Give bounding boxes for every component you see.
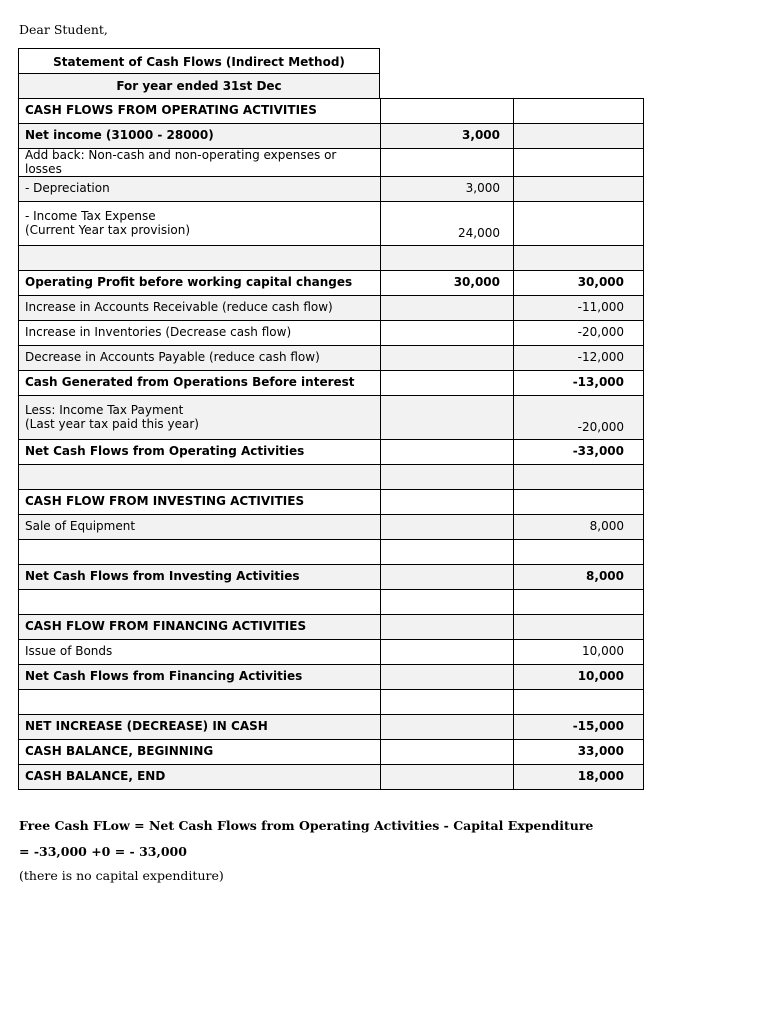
- row-total: [514, 124, 644, 149]
- row-total: [514, 540, 644, 565]
- row-total: [514, 615, 644, 640]
- row-label: [19, 590, 381, 615]
- row-amount: [381, 246, 514, 271]
- table-row: [19, 515, 644, 540]
- row-amount: [381, 715, 514, 740]
- row-amount: [381, 565, 514, 590]
- row-amount: 30,000: [381, 271, 514, 296]
- table-row: [19, 540, 644, 565]
- fcf-formula: Free Cash FLow = Net Cash Flows from Operating Activities - Capital Expenditure: [19, 818, 594, 833]
- table-row: [19, 99, 644, 124]
- row-amount: [381, 690, 514, 715]
- row-label: Operating Profit before working capital changes: [19, 271, 381, 296]
- row-label: CASH BALANCE, END: [19, 765, 381, 790]
- fcf-remark: (there is no capital expenditure): [19, 868, 224, 883]
- row-total: [514, 590, 644, 615]
- table-row: [19, 490, 644, 515]
- row-amount: [381, 321, 514, 346]
- row-total: [514, 490, 644, 515]
- table-row: [19, 371, 644, 396]
- table-row: [19, 665, 644, 690]
- row-total: -33,000: [514, 440, 644, 465]
- row-label: - Income Tax Expense (Current Year tax provision): [19, 202, 381, 246]
- cash-flow-table: [18, 98, 644, 790]
- row-total: [514, 690, 644, 715]
- row-label: CASH BALANCE, BEGINNING: [19, 740, 381, 765]
- row-amount: [381, 149, 514, 177]
- table-row: [19, 640, 644, 665]
- row-total: 8,000: [514, 565, 644, 590]
- row-total: -20,000: [514, 396, 644, 440]
- greeting: Dear Student,: [19, 22, 108, 37]
- statement-title: Statement of Cash Flows (Indirect Method): [18, 48, 380, 74]
- table-row: [19, 296, 644, 321]
- row-amount: 24,000: [381, 202, 514, 246]
- row-amount: [381, 99, 514, 124]
- table-row: [19, 124, 644, 149]
- table-row: [19, 465, 644, 490]
- table-row: [19, 440, 644, 465]
- table-row: [19, 346, 644, 371]
- row-amount: [381, 615, 514, 640]
- row-total: [514, 149, 644, 177]
- row-label: NET INCREASE (DECREASE) IN CASH: [19, 715, 381, 740]
- row-total: [514, 177, 644, 202]
- row-label: Decrease in Accounts Payable (reduce cash flow): [19, 346, 381, 371]
- row-total: [514, 465, 644, 490]
- row-amount: 3,000: [381, 177, 514, 202]
- row-label: Net Cash Flows from Financing Activities: [19, 665, 381, 690]
- table-row: [19, 765, 644, 790]
- table-row: [19, 690, 644, 715]
- table-row: [19, 271, 644, 296]
- row-amount: [381, 665, 514, 690]
- row-label: Net income (31000 - 28000): [19, 124, 381, 149]
- row-amount: [381, 440, 514, 465]
- row-amount: 3,000: [381, 124, 514, 149]
- fcf-calculation: = -33,000 +0 = - 33,000: [19, 844, 187, 859]
- row-amount: [381, 465, 514, 490]
- table-row: [19, 177, 644, 202]
- row-label: Increase in Inventories (Decrease cash flow): [19, 321, 381, 346]
- row-total: -12,000: [514, 346, 644, 371]
- table-row: [19, 715, 644, 740]
- row-label: CASH FLOW FROM INVESTING ACTIVITIES: [19, 490, 381, 515]
- row-total: 33,000: [514, 740, 644, 765]
- row-label: Net Cash Flows from Investing Activities: [19, 565, 381, 590]
- table-row: [19, 615, 644, 640]
- row-total: -20,000: [514, 321, 644, 346]
- row-label: Issue of Bonds: [19, 640, 381, 665]
- row-total: -15,000: [514, 715, 644, 740]
- row-total: 30,000: [514, 271, 644, 296]
- row-amount: [381, 296, 514, 321]
- row-label: Net Cash Flows from Operating Activities: [19, 440, 381, 465]
- table-row: [19, 565, 644, 590]
- row-amount: [381, 396, 514, 440]
- table-row: [19, 321, 644, 346]
- row-amount: [381, 371, 514, 396]
- row-label: Sale of Equipment: [19, 515, 381, 540]
- row-total: 18,000: [514, 765, 644, 790]
- table-row: [19, 202, 644, 246]
- table-row: [19, 740, 644, 765]
- row-label: Increase in Accounts Receivable (reduce cash flow): [19, 296, 381, 321]
- row-label: [19, 465, 381, 490]
- row-label: [19, 690, 381, 715]
- row-total: [514, 202, 644, 246]
- row-label: CASH FLOW FROM FINANCING ACTIVITIES: [19, 615, 381, 640]
- row-amount: [381, 740, 514, 765]
- row-amount: [381, 490, 514, 515]
- table-row: [19, 246, 644, 271]
- row-amount: [381, 515, 514, 540]
- row-label: CASH FLOWS FROM OPERATING ACTIVITIES: [19, 99, 381, 124]
- row-total: [514, 99, 644, 124]
- row-amount: [381, 346, 514, 371]
- row-label: [19, 540, 381, 565]
- table-row: [19, 590, 644, 615]
- row-label: Cash Generated from Operations Before interest: [19, 371, 381, 396]
- row-total: 10,000: [514, 665, 644, 690]
- row-amount: [381, 590, 514, 615]
- row-total: 10,000: [514, 640, 644, 665]
- row-total: [514, 246, 644, 271]
- row-amount: [381, 765, 514, 790]
- row-amount: [381, 640, 514, 665]
- row-total: -11,000: [514, 296, 644, 321]
- table-row: [19, 396, 644, 440]
- table-row: [19, 149, 644, 177]
- row-label: - Depreciation: [19, 177, 381, 202]
- row-label: Add back: Non-cash and non-operating expenses or losses: [19, 149, 381, 177]
- row-total: -13,000: [514, 371, 644, 396]
- row-label: [19, 246, 381, 271]
- row-total: 8,000: [514, 515, 644, 540]
- row-label: Less: Income Tax Payment (Last year tax paid this year): [19, 396, 381, 440]
- row-amount: [381, 540, 514, 565]
- statement-period: For year ended 31st Dec: [18, 73, 380, 98]
